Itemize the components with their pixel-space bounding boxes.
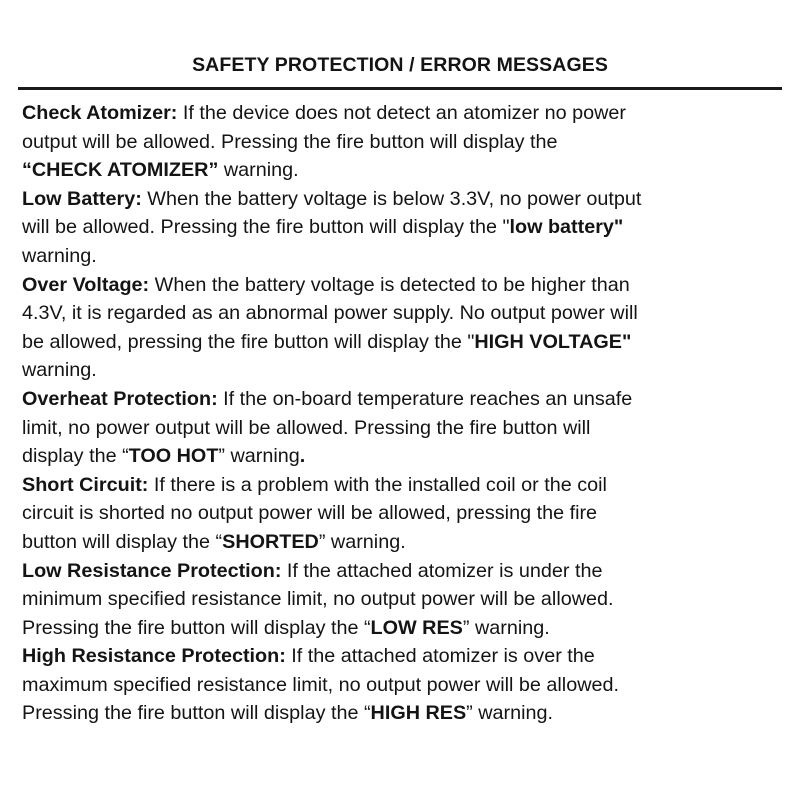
- description-text: ” warning.: [462, 616, 550, 639]
- description-text: Pressing the fire button will display the “: [22, 616, 371, 639]
- text-line: [22, 271, 782, 300]
- error-term: Over Voltage:: [22, 273, 150, 296]
- description-text: output will be allowed. Pressing the fire button will display the: [22, 130, 558, 153]
- text-line: [22, 185, 782, 214]
- message-label: TOO HOT: [128, 445, 219, 468]
- text-line: [22, 99, 782, 128]
- text-line: [22, 642, 782, 671]
- description-text: warning.: [22, 244, 97, 267]
- description-text: Pressing the fire button will display the “: [22, 702, 371, 725]
- description-text: When the battery voltage is detected to be higher than: [149, 273, 630, 296]
- text-line: [22, 242, 782, 271]
- message-label: LOW RES: [370, 616, 463, 639]
- text-line: [22, 557, 782, 586]
- text-line: [22, 128, 782, 157]
- message-label: .: [299, 445, 306, 468]
- description-text: If the attached atomizer is under the: [281, 559, 603, 582]
- error-entry: [22, 185, 782, 271]
- description-text: warning.: [22, 359, 97, 382]
- description-text: circuit is shorted no output power will be allowed, pressing the fire: [22, 502, 598, 525]
- text-line: [22, 471, 782, 500]
- text-line: [22, 328, 782, 357]
- error-term: Check Atomizer:: [22, 102, 178, 124]
- error-messages-list: [22, 99, 782, 728]
- description-text: If the device does not detect an atomizer no power: [177, 102, 627, 124]
- message-label: SHORTED: [222, 530, 319, 553]
- error-entry: [22, 385, 782, 471]
- description-text: When the battery voltage is below 3.3V, no power output: [141, 187, 642, 210]
- description-text: ” warning.: [466, 702, 554, 725]
- description-text: ” warning.: [318, 530, 406, 553]
- text-line: [22, 414, 782, 443]
- text-line: [22, 585, 782, 614]
- error-term: High Resistance Protection:: [22, 645, 286, 668]
- message-label: HIGH VOLTAGE": [474, 330, 632, 353]
- message-label: HIGH RES: [370, 702, 467, 725]
- text-line: [22, 213, 782, 242]
- text-line: [22, 385, 782, 414]
- description-text: warning.: [218, 159, 299, 182]
- description-text: If there is a problem with the installed coil or the coil: [148, 473, 607, 496]
- message-label: low battery": [509, 216, 624, 239]
- description-text: If the attached atomizer is over the: [285, 645, 595, 668]
- error-term: Low Battery:: [22, 187, 142, 210]
- description-text: limit, no power output will be allowed. Pressing the fire button will: [22, 416, 591, 439]
- description-text: will be allowed. Pressing the fire button will display the ": [22, 216, 510, 239]
- text-line: [22, 699, 782, 728]
- error-entry: [22, 557, 782, 643]
- text-line: [22, 499, 782, 528]
- error-term: Low Resistance Protection:: [22, 559, 282, 582]
- description-text: If the on-board temperature reaches an unsafe: [217, 387, 633, 410]
- page-title: SAFETY PROTECTION / ERROR MESSAGES: [192, 54, 608, 76]
- error-entry: [22, 471, 782, 557]
- description-text: maximum specified resistance limit, no output power will be allowed.: [22, 673, 619, 696]
- description-text: be allowed, pressing the fire button will display the ": [22, 330, 475, 353]
- error-entry: [22, 271, 782, 385]
- text-line: [22, 299, 782, 328]
- error-term: Overheat Protection:: [22, 387, 218, 410]
- text-line: [22, 671, 782, 700]
- error-term: Short Circuit:: [22, 473, 149, 496]
- message-label: “CHECK ATOMIZER”: [22, 159, 219, 182]
- description-text: display the “: [22, 445, 129, 468]
- description-text: 4.3V, it is regarded as an abnormal power supply. No output power will: [22, 302, 638, 325]
- error-entry: [22, 642, 782, 728]
- description-text: button will display the “: [22, 530, 223, 553]
- error-entry: [22, 99, 782, 185]
- text-line: [22, 356, 782, 385]
- text-line: [22, 528, 782, 557]
- text-line: [22, 442, 782, 471]
- description-text: minimum specified resistance limit, no output power will be allowed.: [22, 588, 614, 611]
- text-line: [22, 614, 782, 643]
- title-divider: [18, 87, 782, 90]
- description-text: ” warning: [218, 445, 300, 468]
- text-line: [22, 156, 782, 185]
